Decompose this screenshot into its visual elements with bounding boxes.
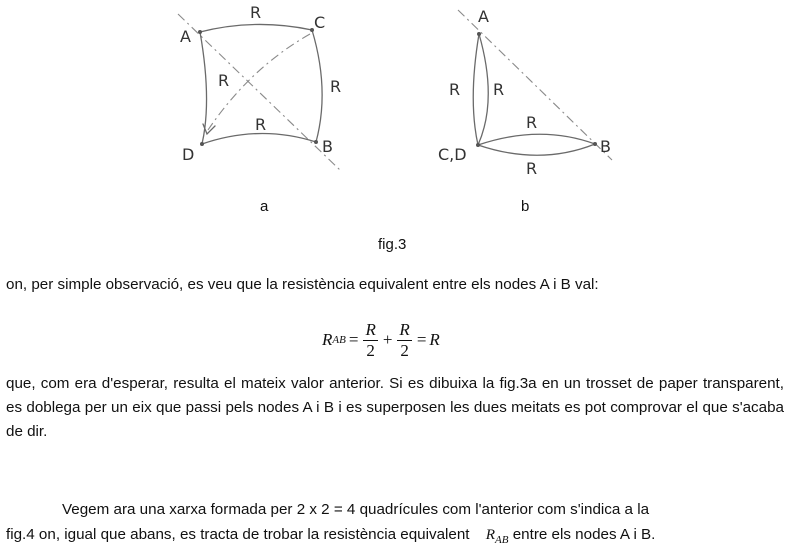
- label-node-c: C: [314, 13, 326, 32]
- label-r-left: R: [218, 71, 230, 90]
- paragraph-3-text-a: fig.4 on, igual que abans, es tracta de trobar la resistència equivalent: [6, 526, 470, 543]
- equation-rab: [322, 312, 440, 368]
- label-r-bottom: R: [255, 115, 267, 134]
- fraction-1: [363, 320, 377, 361]
- wire-cd-b-bottom: [478, 144, 595, 155]
- eq-equals-1: =: [348, 330, 359, 349]
- paragraph-2: que, com era d'esperar, resulta el mateix valor anterior. Si es dibuixa la fig.3a en un trosset de paper transparent, es doblega per un eix que passi pels nodes A i B i es superposen les dues meitats es pot comprovar el que s'acaba de dir.: [6, 375, 784, 440]
- fraction-2-num: R: [399, 319, 410, 339]
- paragraph-1: on, per simple observació, es veu que la resistència equivalent entre els nodes A i B val:: [6, 276, 599, 293]
- inline-math-sub: AB: [495, 534, 509, 546]
- subcaption-b: b: [521, 198, 530, 215]
- label-node-cd: C,D: [438, 145, 467, 164]
- figure-3: [0, 0, 789, 230]
- wire-a-d: [200, 32, 207, 144]
- label-node-a: A: [180, 27, 191, 46]
- node-a-dot: [198, 30, 202, 34]
- label-r-b-right: R: [493, 80, 505, 99]
- label-r-right: R: [330, 77, 342, 96]
- wire-d-b: [202, 133, 316, 144]
- inline-math-r: R: [485, 526, 496, 543]
- eq-lhs: R: [322, 330, 333, 349]
- node-b-dot: [314, 140, 318, 144]
- node-b-dot-b: [593, 142, 597, 146]
- label-r-top: R: [250, 3, 262, 22]
- wire-a-c: [200, 24, 312, 32]
- label-node-a-b: A: [478, 7, 489, 26]
- paragraph-3-line-2: [6, 523, 784, 552]
- label-node-b: B: [322, 137, 333, 156]
- fraction-1-num: R: [365, 319, 376, 339]
- eq-equals-2: =: [416, 330, 427, 349]
- node-a-dot-b: [477, 32, 481, 36]
- fraction-2: [397, 320, 411, 361]
- diagonal-axis-a: [178, 14, 340, 170]
- wire-c-b: [312, 30, 322, 142]
- eq-plus: +: [382, 330, 393, 349]
- label-r-b-bottom: R: [526, 159, 538, 178]
- fraction-2-den: 2: [400, 340, 409, 360]
- wire-a-cd-left: [473, 34, 479, 145]
- label-node-b-b: B: [600, 137, 611, 156]
- label-r-b-left: R: [449, 80, 461, 99]
- node-d-dot: [200, 142, 204, 146]
- wire-a-cd-right: [478, 34, 488, 145]
- label-node-d: D: [182, 145, 195, 164]
- node-cd-dot: [476, 143, 480, 147]
- figure-caption: fig.3: [378, 236, 407, 253]
- figure-3a: [178, 3, 341, 170]
- eq-lhs-sub: AB: [332, 334, 346, 346]
- subcaption-a: a: [260, 198, 269, 215]
- fraction-1-den: 2: [366, 340, 375, 360]
- label-r-b-top: R: [526, 113, 538, 132]
- figure-3b: [438, 7, 612, 178]
- wire-cd-b-top: [478, 134, 595, 145]
- paragraph-3-text-b: entre els nodes A i B.: [508, 526, 656, 543]
- eq-rhs: R: [429, 330, 440, 349]
- paragraph-3-line-1: Vegem ara una xarxa formada per 2 x 2 = 4 quadrícules com l'anterior com s'indica a la: [62, 501, 650, 518]
